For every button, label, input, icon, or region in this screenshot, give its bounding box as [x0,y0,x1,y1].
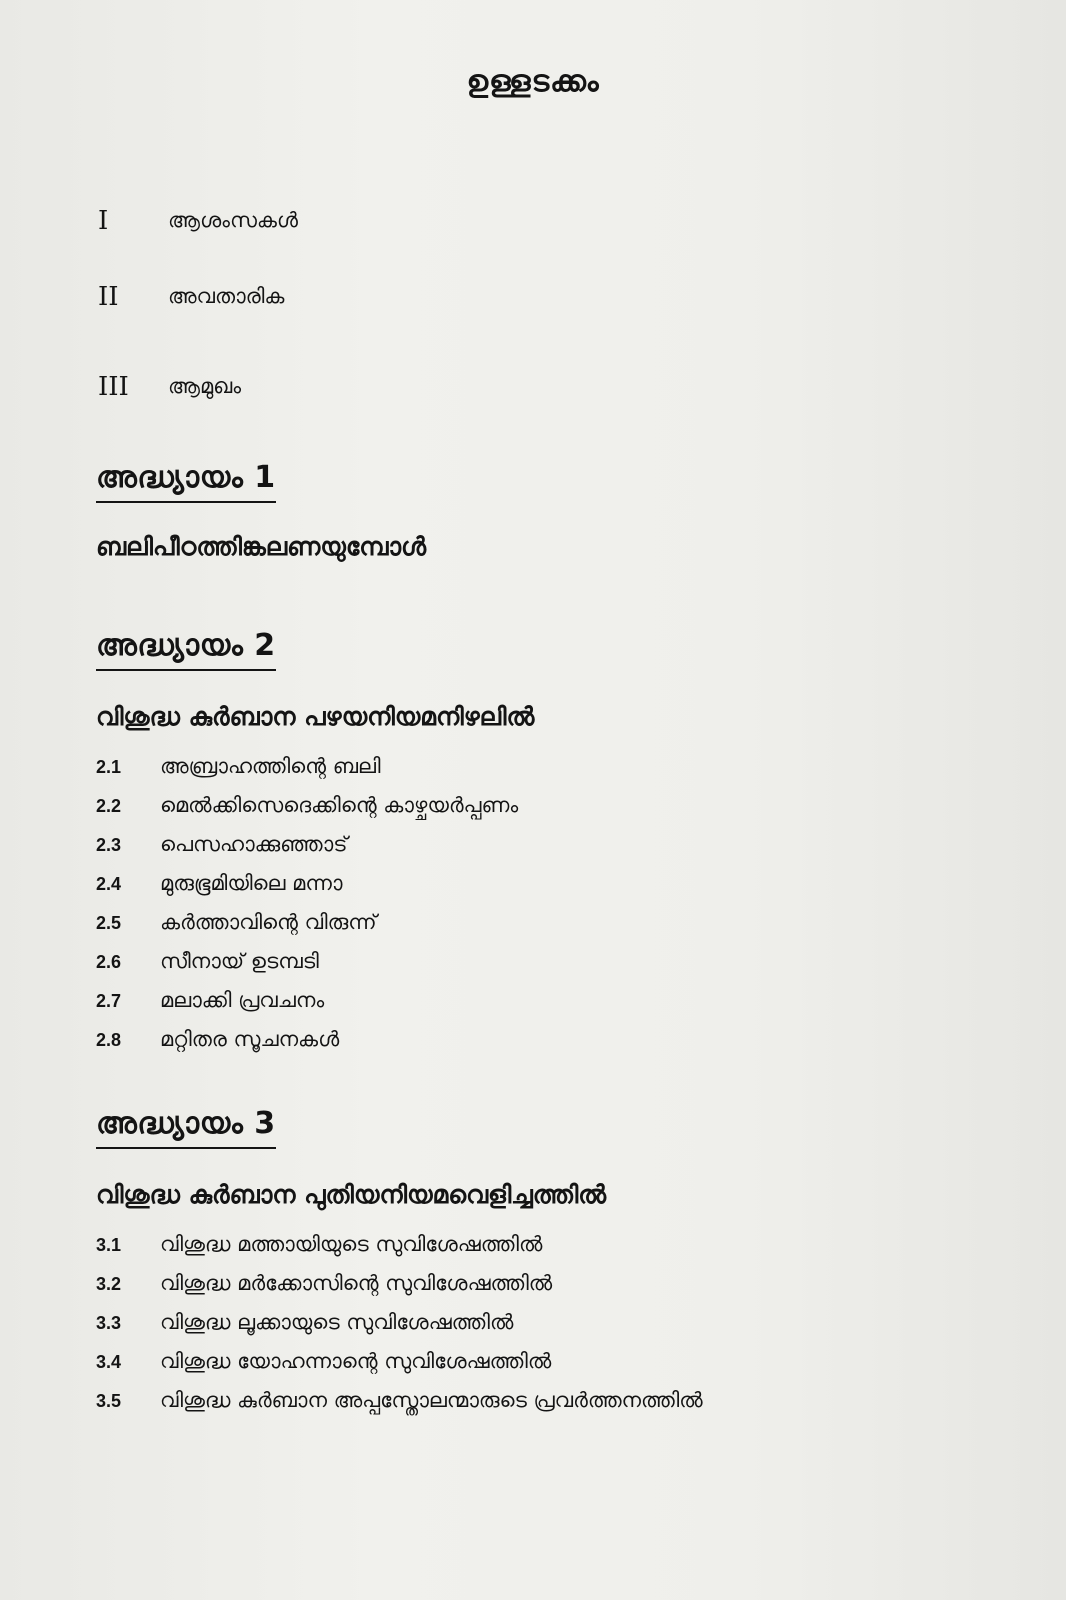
toc-item-text: സീനായ് ഉടമ്പടി [160,949,319,973]
chapter-title: വിശുദ്ധ കുർബാന പുതിയനിയമവെളിച്ചത്തിൽ [96,1180,607,1209]
toc-item-number: 2.8 [96,1030,122,1050]
toc-item-number: 2.3 [96,835,122,855]
front-matter-label: അവതാരിക [168,284,285,308]
front-matter-number: III [98,372,129,402]
front-matter-label: ആമുഖം [168,374,242,398]
toc-item-number: 2.5 [96,913,122,933]
toc-item-text: മെൽക്കിസെദെക്കിന്റെ കാഴ്ചയർപ്പണം [160,793,519,817]
toc-item-text: പെസഹാക്കുഞ്ഞാട് [160,832,348,856]
chapter-title: വിശുദ്ധ കുർബാന പഴയനിയമനിഴലിൽ [96,702,535,731]
toc-item-text: അബ്രാഹത്തിന്റെ ബലി [160,754,381,778]
toc-item-number: 3.2 [96,1274,122,1294]
chapter-title: ബലിപീഠത്തിങ്കലണയുമ്പോൾ [96,532,427,561]
toc-item-text: വിശുദ്ധ മത്തായിയുടെ സുവിശേഷത്തിൽ [160,1232,543,1256]
toc-item-text: വിശുദ്ധ യോഹന്നാന്റെ സുവിശേഷത്തിൽ [160,1349,552,1373]
contents-title: ഉള്ളടക്കം [466,64,600,99]
toc-item-text: കർത്താവിന്റെ വിരുന്ന് [160,910,377,934]
toc-item-text: മറ്റിതര സൂചനകൾ [160,1027,340,1051]
toc-item-number: 2.6 [96,952,122,972]
toc-item-text: മലാക്കി പ്രവചനം [160,988,325,1012]
toc-item-number: 3.1 [96,1235,122,1255]
toc-item-text: വിശുദ്ധ ലൂക്കായുടെ സുവിശേഷത്തിൽ [160,1310,514,1334]
chapter-heading: അദ്ധ്യായം 3 [96,1106,276,1149]
toc-item-number: 2.4 [96,874,122,894]
front-matter-number: II [98,282,119,312]
toc-item-number: 2.1 [96,757,122,777]
chapter-heading: അദ്ധ്യായം 2 [96,628,276,671]
toc-item-number: 3.3 [96,1313,122,1333]
toc-item-number: 3.5 [96,1391,122,1411]
front-matter-number: I [98,206,109,236]
toc-item-number: 2.7 [96,991,122,1011]
toc-item-number: 3.4 [96,1352,122,1372]
chapter-heading: അദ്ധ്യായം 1 [96,460,276,503]
toc-item-text: മുരുഭൂമിയിലെ മന്നാ [160,871,343,895]
toc-item-text: വിശുദ്ധ മർക്കോസിന്റെ സുവിശേഷത്തിൽ [160,1271,553,1295]
toc-item-text: വിശുദ്ധ കുർബാന അപ്പസ്തോലന്മാരുടെ പ്രവർത്തനത്തിൽ [160,1388,703,1412]
toc-item-number: 2.2 [96,796,122,816]
front-matter-label: ആശംസകൾ [168,208,298,232]
